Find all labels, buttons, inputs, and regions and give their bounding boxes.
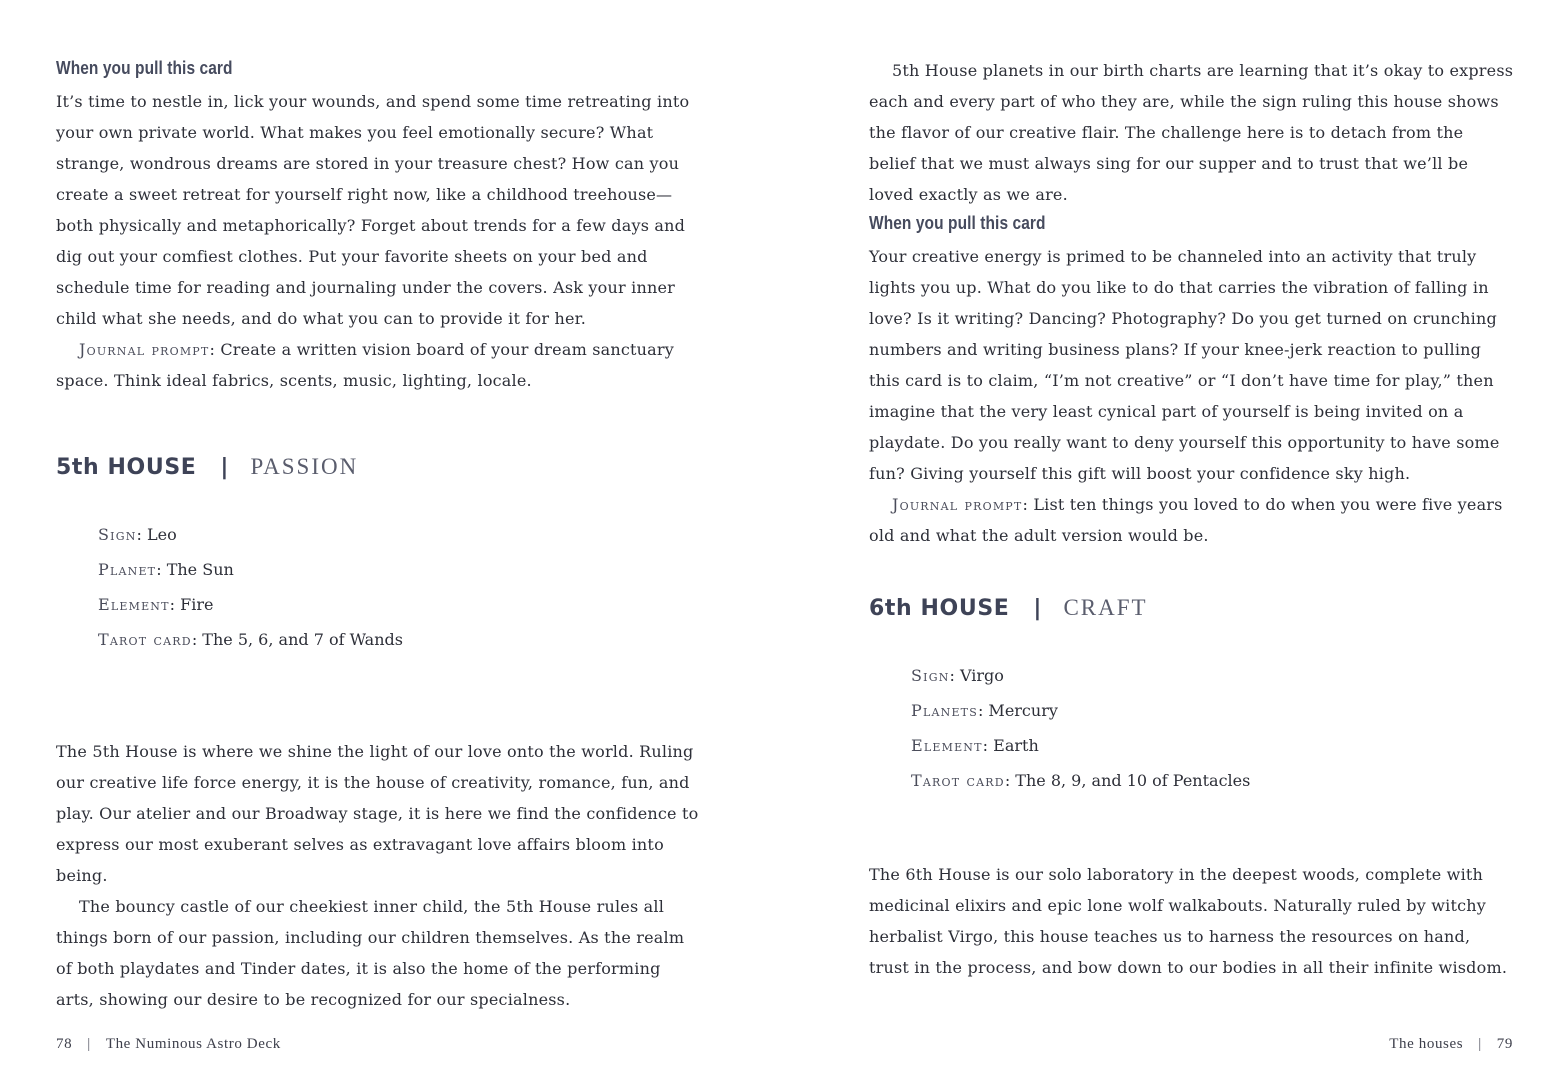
description-paragraph: The 5th House is where we shine the light of our love onto the world. Ruling our creative life force energy, it is the house of creativity, romance, fun, and play. Our atelier and our Broadway stage, it is here we find the confidence to express our most exuberant selves as extravagant love affairs bloom into being.: [56, 742, 699, 885]
attr-tarot-card: [911, 763, 1250, 798]
journal-prompt: [56, 334, 696, 396]
description-paragraph: The 6th House is our solo laboratory in the deepest woods, complete with medicinal elixirs and epic lone wolf walkabouts. Naturally ruled by witchy herbalist Virgo, this house teaches us to harness the resources on hand, trust in the process, and bow down to our bodies in all their infinite wisdom.: [869, 865, 1508, 977]
attr-label: Sign: [911, 666, 950, 685]
attr-value: : Virgo: [949, 666, 1004, 685]
attr-value: : The 5, 6, and 7 of Wands: [191, 630, 403, 649]
left-page: [56, 0, 736, 1091]
attr-planets: [911, 693, 1250, 728]
journal-prompt-text: : Create a written vision board of your dream sanctuary space. Think ideal fabrics, scents, music, lighting, locale.: [56, 340, 674, 390]
house-keyword: CRAFT: [1063, 595, 1148, 620]
intro-paragraph: It’s time to nestle in, lick your wounds, and spend some time retreating into your own private world. What makes you feel emotionally secure? What strange, wondrous dreams are stored in your treasure chest? How can you create a sweet retreat for yourself right now, like a childhood treehouse—both physically and metaphorically? Forget about trends for a few days and dig out your comfiest clothes. Put your favorite sheets on your bed and schedule time for reading and journaling under the covers. Ask your inner child what she needs, and do what you can to provide it for her.: [56, 92, 690, 328]
book-title: The Numinous Astro Deck: [105, 1036, 281, 1052]
title-separator: |: [1033, 595, 1042, 621]
house-number: 5th HOUSE: [56, 454, 197, 480]
attr-label: Tarot card: [911, 771, 1005, 790]
attr-value: : Leo: [136, 525, 177, 544]
title-separator: |: [220, 454, 229, 480]
attr-value: : Earth: [982, 736, 1039, 755]
attr-label: Planet: [98, 560, 157, 579]
attr-label: Sign: [98, 525, 137, 544]
house-number: 6th HOUSE: [869, 595, 1010, 621]
attr-element: [98, 587, 403, 622]
attr-value: : Mercury: [977, 701, 1058, 720]
continued-paragraph: 5th House planets in our birth charts are learning that it’s okay to express each and every part of who they are, while the sign ruling this house shows the flavor of our creative flair. The challenge here is to detach from the belief that we must always sing for our supper and to trust that we’ll be loved exactly as we are.: [869, 61, 1514, 204]
attr-value: : Fire: [169, 595, 214, 614]
card-section-text: [56, 86, 696, 396]
page-number: 79: [1496, 1036, 1513, 1052]
journal-prompt-label: Journal prompt: [79, 340, 210, 359]
house-title: [56, 454, 736, 480]
card-section-text: [869, 241, 1514, 551]
journal-prompt: [869, 489, 1514, 551]
house-attributes: [98, 517, 403, 657]
page-number: 78: [56, 1036, 73, 1052]
attr-value: : The Sun: [156, 560, 234, 579]
footer-separator: |: [1478, 1036, 1482, 1052]
house-description: [869, 859, 1514, 983]
attr-sign: [98, 517, 403, 552]
attr-label: Element: [98, 595, 170, 614]
footer-separator: |: [87, 1036, 91, 1052]
house-keyword: PASSION: [250, 454, 359, 479]
journal-prompt-label: Journal prompt: [892, 495, 1023, 514]
right-page: [869, 0, 1519, 1091]
page-footer: [1389, 1033, 1513, 1055]
attr-value: : The 8, 9, and 10 of Pentacles: [1004, 771, 1251, 790]
description-paragraph: The bouncy castle of our cheekiest inner child, the 5th House rules all things born of our passion, including our children themselves. As the realm of both playdates and Tinder dates, it is also the home of the performing arts, showing our desire to be recognized for our specialness.: [56, 897, 685, 1009]
card-paragraph: Your creative energy is primed to be channeled into an activity that truly lights you up. What do you like to do that carries the vibration of falling in love? Is it writing? Dancing? Photography? Do you get turned on crunching numbers and writing business plans? If your knee-jerk reaction to pulling this card is to claim, “I’m not creative” or “I don’t have time for play,” then imagine that the very least cynical part of yourself is being invited on a playdate. Do you really want to deny yourself this opportunity to have some fun? Giving yourself this gift will boost your confidence sky high.: [869, 247, 1500, 483]
attr-label: Tarot card: [98, 630, 192, 649]
attr-element: [911, 728, 1250, 763]
continued-text: [869, 55, 1514, 210]
house-description: [56, 736, 701, 1015]
attr-sign: [911, 658, 1250, 693]
house-attributes: [911, 658, 1250, 798]
section-title: The houses: [1389, 1036, 1464, 1052]
journal-prompt-text: : List ten things you loved to do when you were five years old and what the adult version would be.: [869, 495, 1503, 545]
attr-tarot-card: [98, 622, 403, 657]
attr-label: Planets: [911, 701, 978, 720]
attr-planet: [98, 552, 403, 587]
page-footer: [56, 1033, 281, 1055]
house-title: [869, 595, 1519, 621]
attr-label: Element: [911, 736, 983, 755]
card-section-heading: When you pull this card: [869, 213, 1046, 233]
card-section-heading: When you pull this card: [56, 58, 233, 78]
